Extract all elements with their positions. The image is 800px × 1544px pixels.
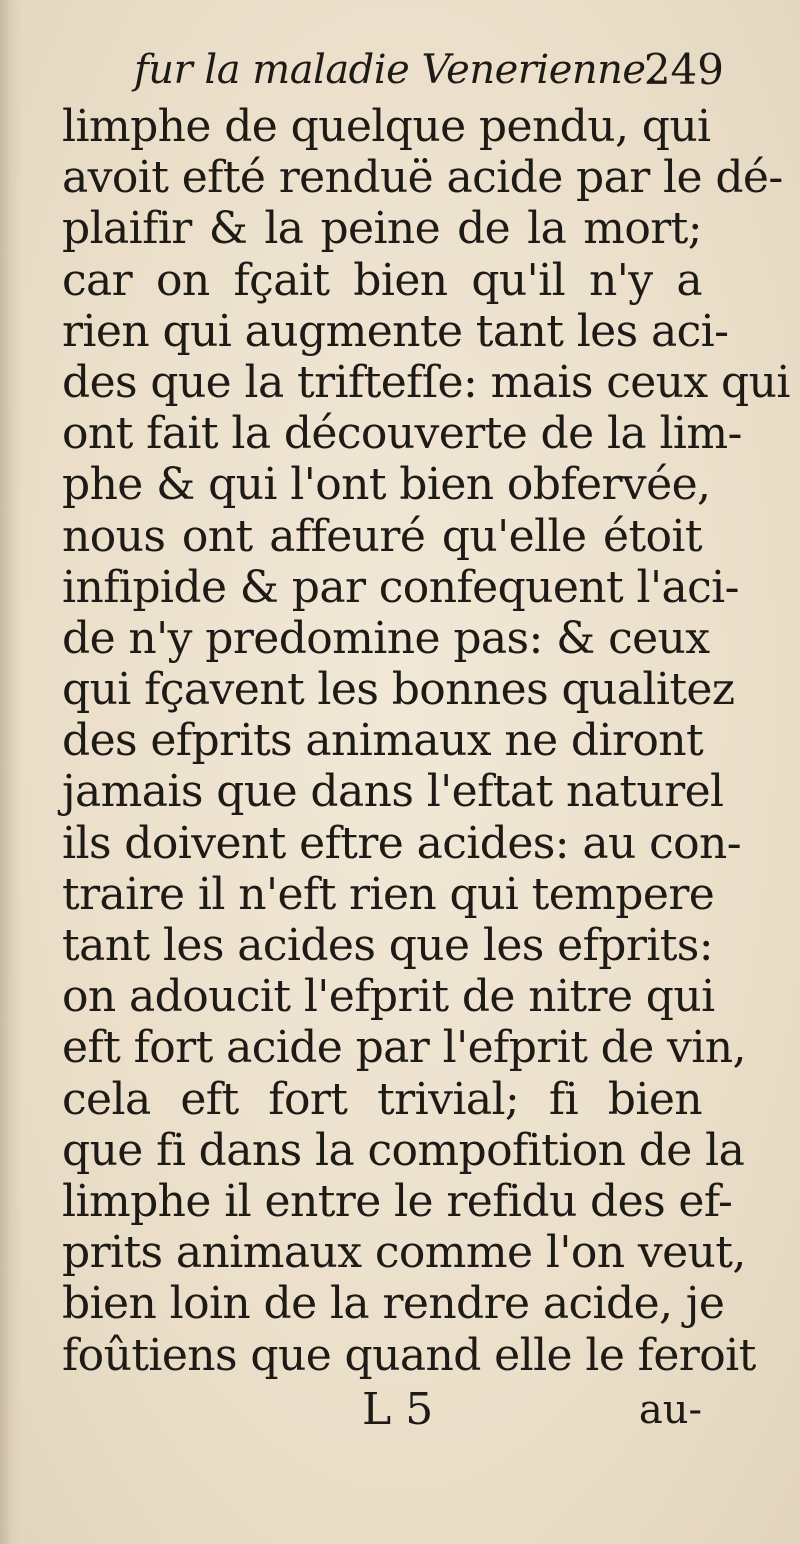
- running-title: fur la maladie Venerienne.: [134, 47, 658, 93]
- signature-mark: L 5: [362, 1384, 434, 1435]
- page-header: [134, 38, 724, 104]
- text-line: qui fçavent les bonnes qualitez: [62, 664, 735, 716]
- text-line: car on fçait bien qu'il n'y a: [62, 254, 702, 306]
- text-line: plaifir & la peine de la mort;: [62, 203, 702, 255]
- text-line: on adoucit l'efprit de nitre qui: [62, 971, 715, 1023]
- page-footer: [62, 1382, 702, 1442]
- text-line: jamais que dans l'eftat naturel: [62, 766, 724, 818]
- text-line: infipide & par confequent l'aci-: [62, 561, 739, 613]
- text-line: cela eft fort trivial; fi bien: [62, 1073, 702, 1125]
- text-line: que fi dans la compofition de la: [62, 1124, 745, 1176]
- body-text: [62, 101, 790, 1381]
- text-line: de n'y predomine pas: & ceux: [62, 612, 710, 664]
- text-line: traire il n'eft rien qui tempere: [62, 868, 715, 920]
- text-line: des que la triftefſe: mais ceux qui: [62, 356, 790, 408]
- text-line: limphe de quelque pendu, qui: [62, 101, 711, 152]
- page-number: 249: [643, 45, 724, 94]
- catchword: au-: [638, 1387, 702, 1433]
- text-line: limphe il entre le refidu des ef-: [62, 1175, 733, 1227]
- text-line: phe & qui l'ont bien obfervée,: [62, 459, 711, 511]
- text-line: eft fort acide par l'efprit de vin,: [62, 1022, 746, 1074]
- text-line: foûtiens que quand elle le feroit: [62, 1329, 756, 1381]
- text-line: des efprits animaux ne diront: [62, 715, 704, 767]
- text-line: ils doivent eftre acides: au con-: [62, 817, 742, 869]
- text-line: rien qui augmente tant les aci-: [62, 305, 729, 357]
- gutter-shadow: [0, 0, 22, 1544]
- text-line: prits animaux comme l'on veut,: [62, 1227, 746, 1279]
- text-line: ont fait la découverte de la lim-: [62, 408, 742, 460]
- text-line: tant les acides que les efprits:: [62, 920, 714, 971]
- text-line: avoit efté renduë acide par le dé-: [62, 152, 783, 204]
- text-line: bien loin de la rendre acide, je: [62, 1278, 725, 1330]
- text-line: nous ont affeuré qu'elle étoit: [62, 510, 702, 562]
